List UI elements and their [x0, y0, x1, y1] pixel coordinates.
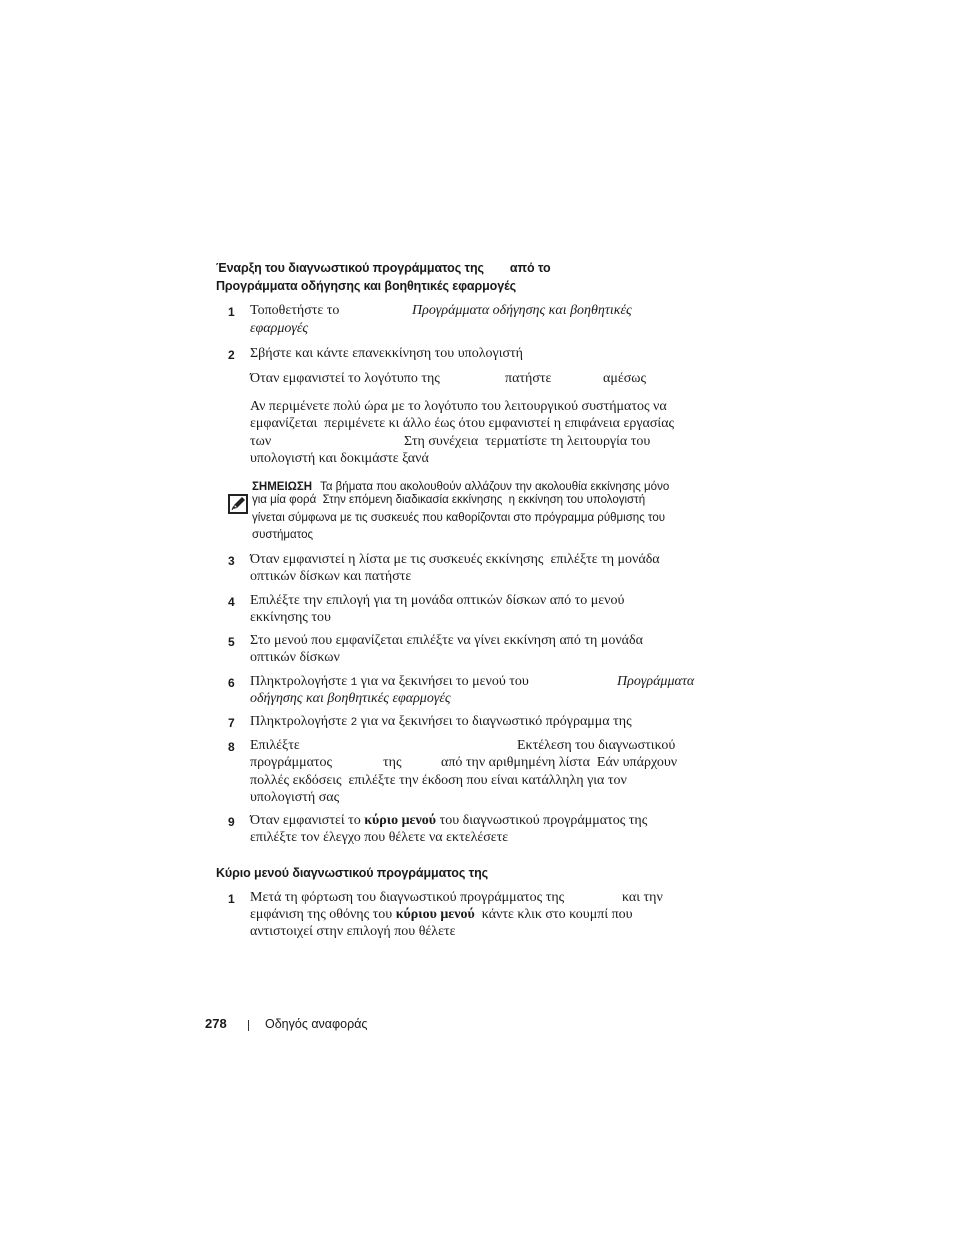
step-number: 2 — [228, 348, 235, 362]
main-menu-emphasis: κύριο μενού — [364, 813, 437, 828]
step-number: 3 — [228, 554, 235, 568]
note-line3: γίνεται σύμφωνα με τις συσκευές που καθορίζονται στο πρόγραμμα ρύθμισης του — [252, 512, 666, 524]
section-heading-line1: Έναρξη του διαγνωστικού προγράμματος της από το — [216, 261, 551, 275]
section-heading-line2: Προγράμματα οδήγησης και βοηθητικές εφαρμογές — [216, 279, 517, 293]
key-text: 1 — [350, 677, 358, 689]
step-number: 6 — [228, 676, 235, 690]
step-text: εμφάνιση της οθόνης του κύριου μενού κάντε κλικ στο κουμπί που — [250, 907, 633, 922]
step-text: αντιστοιχεί στην επιλογή που θέλετε — [250, 924, 456, 939]
step-text: Επιλέξτε την επιλογή για τη μονάδα οπτικών δίσκων από το μενού — [250, 593, 625, 608]
note-line1: ΣΗΜΕΙΩΣΗ Τα βήματα που ακολουθούν αλλάζουν την ακολουθία εκκίνησης μόνο — [252, 481, 670, 493]
step-number: 1 — [228, 305, 235, 319]
page-number: 278 — [205, 1016, 227, 1031]
note-label: ΣΗΜΕΙΩΣΗ — [252, 481, 313, 493]
footer-divider — [248, 1020, 249, 1031]
step-number: 1 — [228, 892, 235, 906]
step-text: επιλέξτε τον έλεγχο που θέλετε να εκτελέσετε — [250, 830, 509, 845]
step-paragraph: Όταν εμφανιστεί το λογότυπο της — [250, 371, 440, 386]
step-text-italic: Προγράμματα — [617, 674, 695, 689]
step-number: 7 — [228, 716, 235, 730]
step-text: Εκτέλεση του διαγνωστικού — [517, 738, 676, 753]
step-text: και την — [622, 890, 663, 905]
section-heading: Κύριο μενού διαγνωστικού προγράμματος της — [216, 866, 489, 880]
step-text: Μετά τη φόρτωση του διαγνωστικού προγράμματος της — [250, 890, 565, 905]
main-menu-emphasis: κύριου μενού — [395, 907, 475, 922]
step-text: πολλές εκδόσεις επιλέξτε την έκδοση που είναι κατάλληλη για τον — [250, 773, 627, 788]
step-text: οπτικών δίσκων και πατήστε — [250, 569, 412, 584]
step-text: Στο μενού που εμφανίζεται επιλέξτε να γίνει εκκίνηση από τη μονάδα — [250, 633, 643, 648]
step-paragraph: αμέσως — [603, 371, 647, 386]
step-text: Όταν εμφανιστεί η λίστα με τις συσκευές εκκίνησης επιλέξτε τη μονάδα — [250, 552, 660, 567]
step-number: 5 — [228, 635, 235, 649]
footer-title: Οδηγός αναφοράς — [265, 1017, 368, 1031]
step-text: της — [383, 755, 402, 770]
step-text: Τοποθετήστε το — [250, 303, 340, 318]
step-text: εκκίνησης του — [250, 610, 331, 625]
step-text: Πληκτρολογήστε 1 για να ξεκινήσει το μενού του — [250, 674, 529, 689]
step-paragraph: πατήστε — [505, 371, 552, 386]
step-text: από την αριθμημένη λίστα Εάν υπάρχουν — [441, 755, 678, 770]
step-text-italic: εφαρμογές — [250, 321, 309, 336]
step-paragraph: υπολογιστή και δοκιμάστε ξανά — [250, 451, 429, 466]
step-number: 9 — [228, 815, 235, 829]
step-text-italic: Προγράμματα οδήγησης και βοηθητικές — [412, 303, 632, 318]
step-paragraph: Αν περιμένετε πολύ ώρα με το λογότυπο του λειτουργικού συστήματος να — [250, 399, 667, 414]
key-text: 2 — [350, 717, 358, 729]
step-text: προγράμματος — [250, 755, 333, 770]
note-line4: συστήματος — [252, 529, 314, 541]
step-paragraph: εμφανίζεται περιμένετε κι άλλο έως ότου εμφανιστεί η επιφάνεια εργασίας — [250, 416, 675, 431]
step-text-italic: οδήγησης και βοηθητικές εφαρμογές — [250, 691, 451, 706]
note-line2: για μία φορά Στην επόμενη διαδικασία εκκίνησης η εκκίνηση του υπολογιστή — [252, 494, 646, 506]
step-text: Σβήστε και κάντε επανεκκίνηση του υπολογιστή — [250, 346, 523, 361]
step-number: 4 — [228, 595, 235, 609]
step-number: 8 — [228, 740, 235, 754]
step-text: Επιλέξτε — [250, 738, 300, 753]
pencil-note-icon — [219, 475, 249, 520]
step-paragraph: των — [250, 434, 272, 449]
step-text: οπτικών δίσκων — [250, 650, 340, 665]
step-text: Όταν εμφανιστεί το κύριο μενού του διαγνωστικού προγράμματος της — [250, 813, 648, 828]
step-paragraph: Στη συνέχεια τερματίστε τη λειτουργία του — [404, 434, 651, 449]
step-text: υπολογιστή σας — [250, 790, 340, 805]
step-text: Πληκτρολογήστε 2 για να ξεκινήσει το διαγνωστικό πρόγραμμα της — [250, 714, 632, 729]
